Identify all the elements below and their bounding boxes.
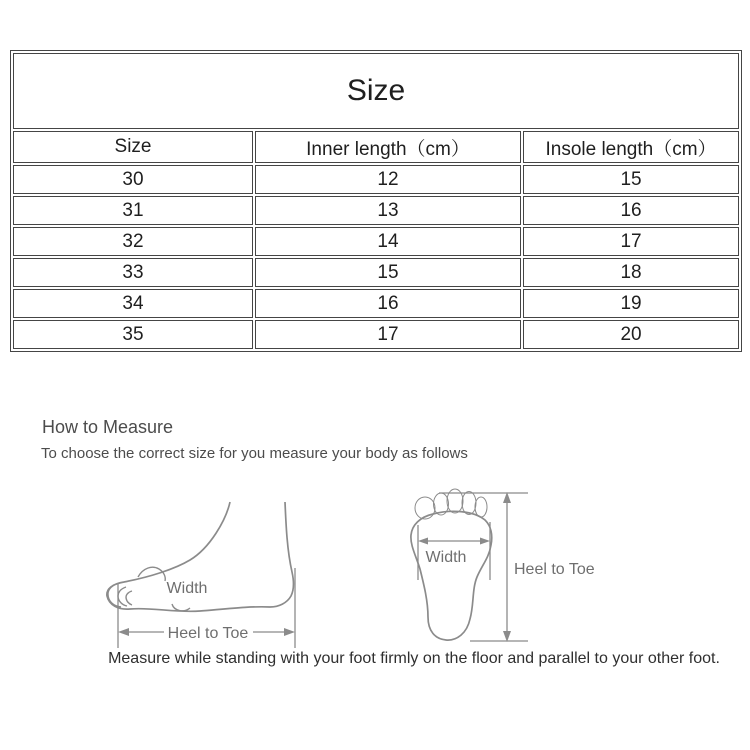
insole-length-cell: 18 — [523, 258, 739, 287]
inner-length-cell: 14 — [255, 227, 521, 256]
little-toe — [475, 497, 487, 517]
how-to-measure-subtitle: To choose the correct size for you measure your body as follows — [41, 445, 468, 462]
table-row — [13, 227, 739, 256]
size-cell: 30 — [13, 165, 253, 194]
side-view-width-label: Width — [166, 580, 208, 597]
inner-length-cell: 13 — [255, 196, 521, 225]
size-cell: 35 — [13, 320, 253, 349]
toe-curl-inner — [126, 591, 132, 605]
how-to-measure-heading: How to Measure — [42, 417, 174, 437]
column-header-size: Size — [13, 131, 253, 163]
inner-length-cell: 15 — [255, 258, 521, 287]
arrow-right-icon — [284, 628, 295, 636]
side-view-heel-to-toe-label: Heel to Toe — [167, 625, 249, 642]
table-row — [13, 165, 739, 194]
table-row — [13, 196, 739, 225]
inner-length-cell: 17 — [255, 320, 521, 349]
arrow-left-icon — [418, 538, 428, 545]
inner-length-cell: 12 — [255, 165, 521, 194]
insole-length-cell: 15 — [523, 165, 739, 194]
size-cell: 33 — [13, 258, 253, 287]
column-header-inner-length: Inner length（cm） — [255, 131, 521, 163]
table-row — [13, 289, 739, 318]
insole-length-cell: 19 — [523, 289, 739, 318]
fourth-toe — [462, 492, 476, 515]
top-view-foot-diagram — [400, 465, 650, 665]
insole-length-cell: 20 — [523, 320, 739, 349]
size-table-header-row — [13, 131, 739, 163]
top-view-heel-to-toe-label: Heel to Toe — [514, 561, 595, 578]
measure-caption: Measure while standing with your foot firmly on the floor and parallel to your other foot. — [108, 650, 720, 667]
table-row — [13, 320, 739, 349]
insole-length-cell: 16 — [523, 196, 739, 225]
arrow-left-icon — [118, 628, 129, 636]
side-view-foot-diagram — [80, 480, 410, 660]
insole-length-cell: 17 — [523, 227, 739, 256]
size-table — [10, 50, 742, 352]
arrow-right-icon — [480, 538, 490, 545]
size-cell: 31 — [13, 196, 253, 225]
top-view-width-label: Width — [425, 549, 467, 566]
size-table-title: Size — [13, 53, 739, 129]
size-table-title-row — [13, 53, 739, 129]
inner-length-cell: 16 — [255, 289, 521, 318]
size-cell: 32 — [13, 227, 253, 256]
table-row — [13, 258, 739, 287]
size-cell: 34 — [13, 289, 253, 318]
column-header-insole-length: Insole length（cm） — [523, 131, 739, 163]
footprint-outline-path — [411, 511, 492, 640]
arrow-down-icon — [503, 631, 511, 642]
arch-crease-arc — [172, 604, 190, 611]
big-toe — [415, 497, 435, 519]
